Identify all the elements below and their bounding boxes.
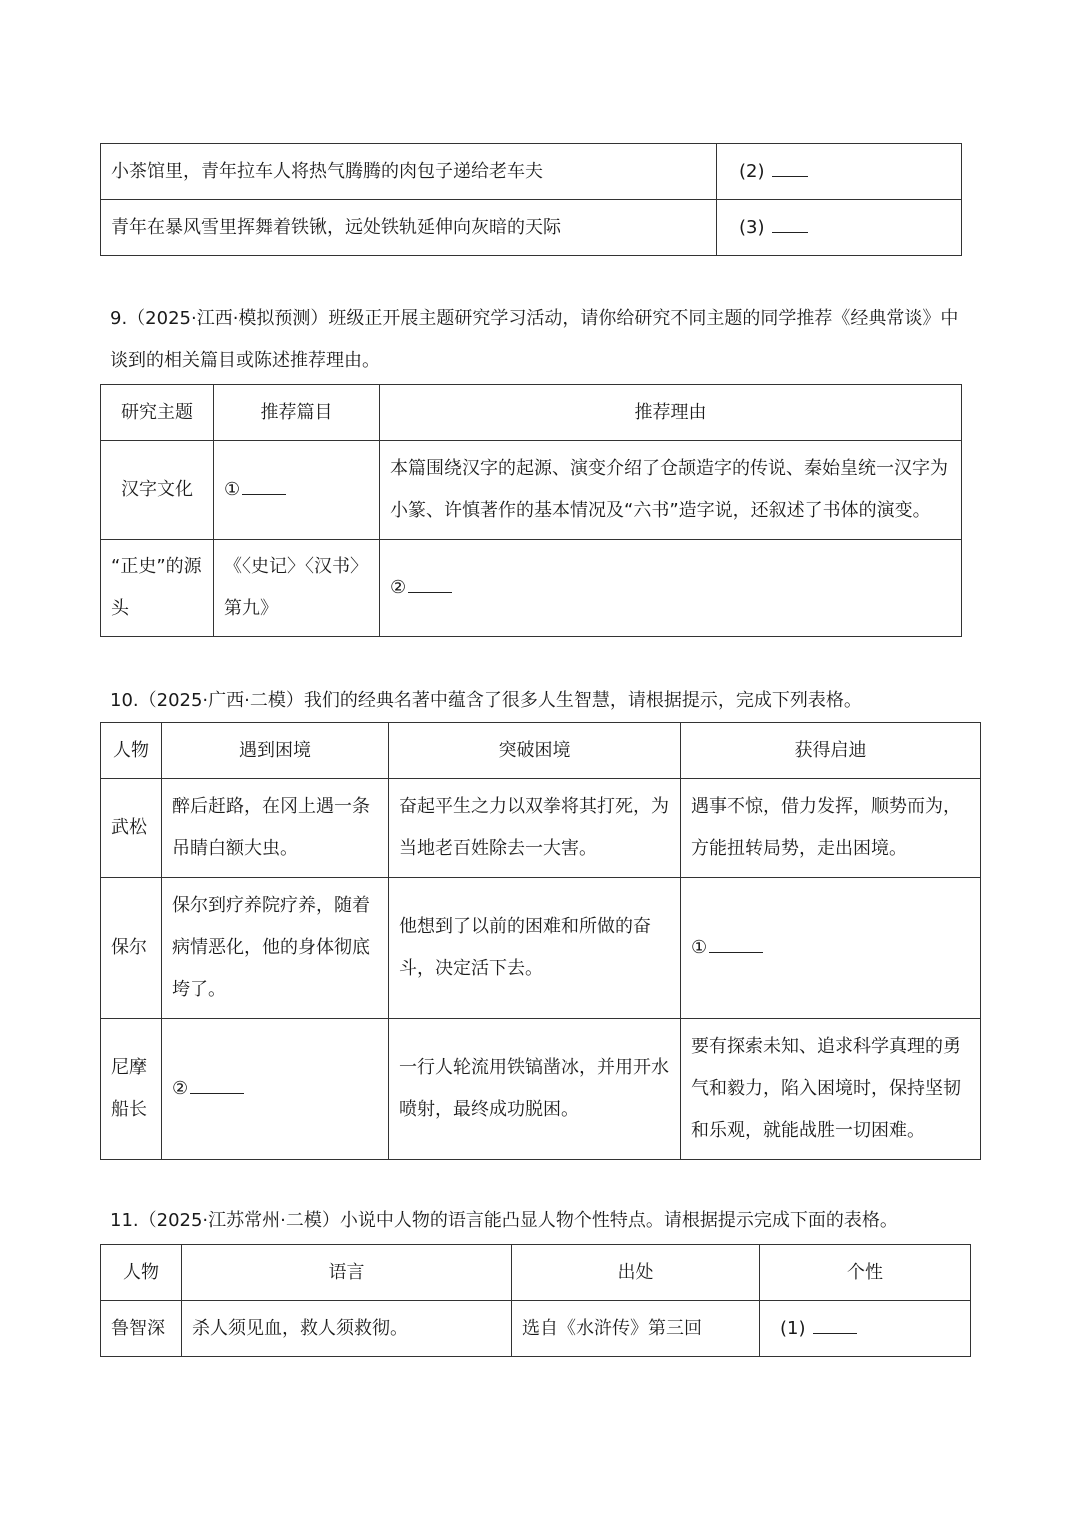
answer-blank[interactable] [772,156,808,177]
column-header: 出处 [512,1245,760,1301]
table-cell: 保尔到疗养院疗养，随着病情恶化，他的身体彻底垮了。 [162,878,389,1019]
question-11-prompt: 11.（2025·江苏常州·二模）小说中人物的语言能凸显人物个性特点。请根据提示完成下面的表格。 [110,1210,898,1231]
answer-label: ① [691,937,708,958]
table-cell: 选自《水浒传》第三回 [512,1301,760,1357]
table-cell: 一行人轮流用铁镐凿冰，并用开水喷射，最终成功脱困。 [389,1019,681,1160]
table-cell: 汉字文化 [101,441,214,540]
table-cell: “正史”的源头 [101,540,214,637]
answer-cell [162,1019,389,1160]
table-row [101,200,962,256]
table-row [101,1019,981,1160]
table-cell: 本篇围绕汉字的起源、演变介绍了仓颉造字的传说、秦始皇统一汉字为小篆、许慎著作的基本情况及“六书”造字说，还叙述了书体的演变。 [380,441,962,540]
answer-label: (1) [780,1317,806,1339]
table-cell: 《〈史记〉〈汉书〉第九》 [214,540,380,637]
column-header: 语言 [182,1245,512,1301]
answer-cell [214,441,380,540]
answer-blank[interactable] [772,212,808,233]
table-row [101,779,981,878]
answer-label: ① [224,479,241,500]
answer-label: (3) [739,216,765,238]
column-header: 个性 [760,1245,971,1301]
answer-label: ② [172,1078,189,1099]
table-cell: 青年在暴风雪里挥舞着铁锹，远处铁轨延伸向灰暗的天际 [101,200,717,256]
answer-cell [717,200,962,256]
q10-table [100,722,981,1160]
answer-blank[interactable] [242,474,286,495]
table-row [101,1301,971,1357]
table-header-row [101,723,981,779]
table-row [101,878,981,1019]
table-cell: 奋起平生之力以双拳将其打死，为当地老百姓除去一大害。 [389,779,681,878]
question-10-prompt: 10.（2025·广西·二模）我们的经典名著中蕴含了很多人生智慧，请根据提示，完成下列表格。 [110,690,862,711]
table-cell: 杀人须见血，救人须救彻。 [182,1301,512,1357]
table-cell: 醉后赶路，在冈上遇一条吊睛白额大虫。 [162,779,389,878]
column-header: 遇到困境 [162,723,389,779]
answer-label: (2) [739,160,765,182]
column-header: 推荐篇目 [214,385,380,441]
answer-blank[interactable] [709,932,763,953]
answer-label: ② [390,577,407,598]
answer-blank[interactable] [408,572,452,593]
table-cell: 武松 [101,779,162,878]
table-cell: 保尔 [101,878,162,1019]
q11-table [100,1244,971,1357]
answer-blank[interactable] [190,1073,244,1094]
question-9-prompt: 9.（2025·江西·模拟预测）班级正开展主题研究学习活动，请你给研究不同主题的同学推荐《经典常谈》中谈到的相关篇目或陈述推荐理由。 [110,308,959,371]
table-cell: 他想到了以前的困难和所做的奋斗，决定活下去。 [389,878,681,1019]
column-header: 获得启迪 [681,723,981,779]
column-header: 人物 [101,1245,182,1301]
table-cell: 尼摩船长 [101,1019,162,1160]
table-cell: 遇事不惊，借力发挥，顺势而为，方能扭转局势，走出困境。 [681,779,981,878]
table-header-row [101,1245,971,1301]
answer-cell [681,878,981,1019]
answer-cell [717,144,962,200]
column-header: 推荐理由 [380,385,962,441]
table-header-row [101,385,962,441]
q8-table [100,143,962,256]
column-header: 人物 [101,723,162,779]
table-row [101,540,962,637]
answer-cell [380,540,962,637]
column-header: 研究主题 [101,385,214,441]
answer-blank[interactable] [813,1313,857,1334]
table-cell: 鲁智深 [101,1301,182,1357]
column-header: 突破困境 [389,723,681,779]
answer-cell [760,1301,971,1357]
table-cell: 要有探索未知、追求科学真理的勇气和毅力，陷入困境时，保持坚韧和乐观，就能战胜一切困难。 [681,1019,981,1160]
table-row [101,144,962,200]
table-row [101,441,962,540]
q9-table [100,384,962,637]
table-cell: 小茶馆里，青年拉车人将热气腾腾的肉包子递给老车夫 [101,144,717,200]
